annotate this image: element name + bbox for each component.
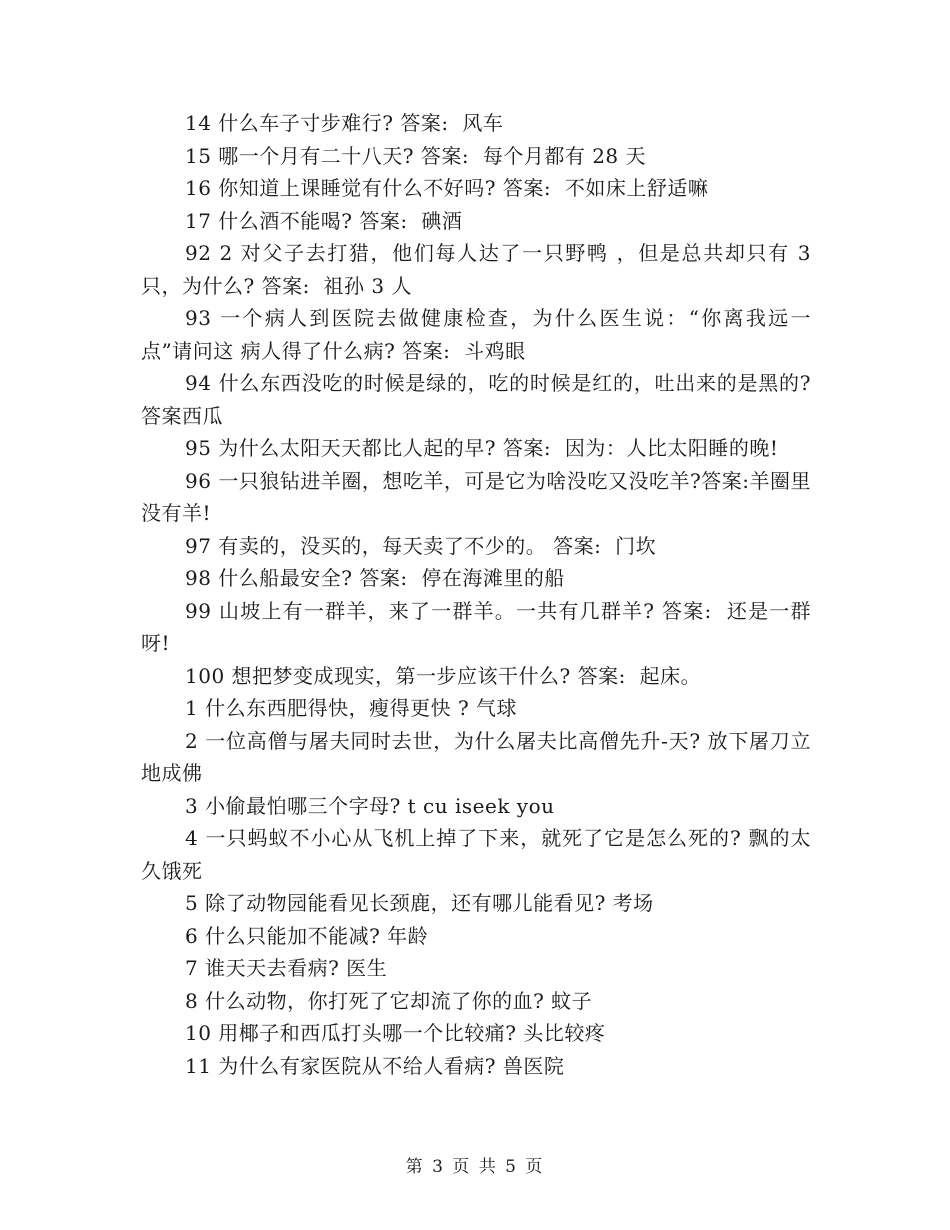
riddle-paragraph: 93 一个病人到医院去做健康检查，为什么医生说：“你离我远一点”请问这 病人得了什么病? 答案: 斗鸡眼 [141, 306, 811, 363]
riddle-paragraph: 4 一只蚂蚁不小心从飞机上掉了下来，就死了它是怎么死的? 飘的太久饿死 [141, 826, 811, 883]
riddle-paragraph: 95 为什么太阳天天都比人起的早? 答案: 因为：人比太阳睡的晚! [185, 436, 779, 460]
riddle-paragraph: 2 一位高僧与屠夫同时去世，为什么屠夫比高僧先升-天? 放下屠刀立地成佛 [141, 728, 811, 785]
riddle-paragraph: 7 谁天天去看病? 医生 [185, 956, 388, 980]
riddle-paragraph: 11 为什么有家医院从不给人看病? 兽医院 [185, 1053, 565, 1078]
riddle-paragraph: 10 用椰子和西瓜打头哪一个比较痛? 头比较疼 [185, 1021, 606, 1045]
riddle-paragraph: 14 什么车子寸步难行? 答案: 风车 [185, 111, 504, 135]
document-body [141, 107, 818, 1082]
riddle-paragraph: 5 除了动物园能看见长颈鹿，还有哪儿能看见? 考场 [185, 891, 654, 915]
riddle-paragraph: 17 什么酒不能喝? 答案: 碘酒 [185, 208, 463, 233]
page-number-footer: 第 3 页 共 5 页 [405, 1157, 545, 1177]
riddle-paragraph: 99 山坡上有一群羊，来了一群羊。一共有几群羊? 答案: 还是一群呀! [141, 598, 811, 655]
riddle-paragraph: 98 什么船最安全? 答案: 停在海滩里的船 [185, 566, 565, 590]
riddle-paragraph: 3 小偷最怕哪三个字母? t cu iseek you [185, 793, 555, 818]
riddle-paragraph: 100 想把梦变成现实，第一步应该干什么? 答案: 起床。 [185, 663, 702, 688]
riddle-paragraph: 16 你知道上课睡觉有什么不好吗? 答案: 不如床上舒适嘛 [185, 176, 709, 200]
riddle-paragraph: 8 什么动物，你打死了它却流了你的血? 蚊子 [185, 988, 593, 1013]
riddle-paragraph: 15 哪一个月有二十八天? 答案: 每个月都有 28 天 [185, 143, 647, 168]
riddle-paragraph: 92 2 对父子去打猎，他们每人达了一只野鸭 ，但是总共却只有 3 只，为什么? 答案: 祖孙 3 人 [141, 241, 818, 298]
riddle-paragraph: 97 有卖的，没买的，每天卖了不少的。 答案: 门坎 [185, 533, 657, 558]
riddle-paragraph: 96 一只狼钻进羊圈，想吃羊，可是它为啥没吃又没吃羊?答案:羊圈里没有羊! [141, 468, 811, 525]
riddle-paragraph: 6 什么只能加不能减? 年龄 [185, 923, 429, 948]
riddle-paragraph: 94 什么东西没吃的时候是绿的，吃的时候是红的，吐出来的是黑的?答案西瓜 [141, 371, 811, 428]
riddle-paragraph: 1 什么东西肥得快，瘦得更快 ? 气球 [185, 696, 518, 720]
